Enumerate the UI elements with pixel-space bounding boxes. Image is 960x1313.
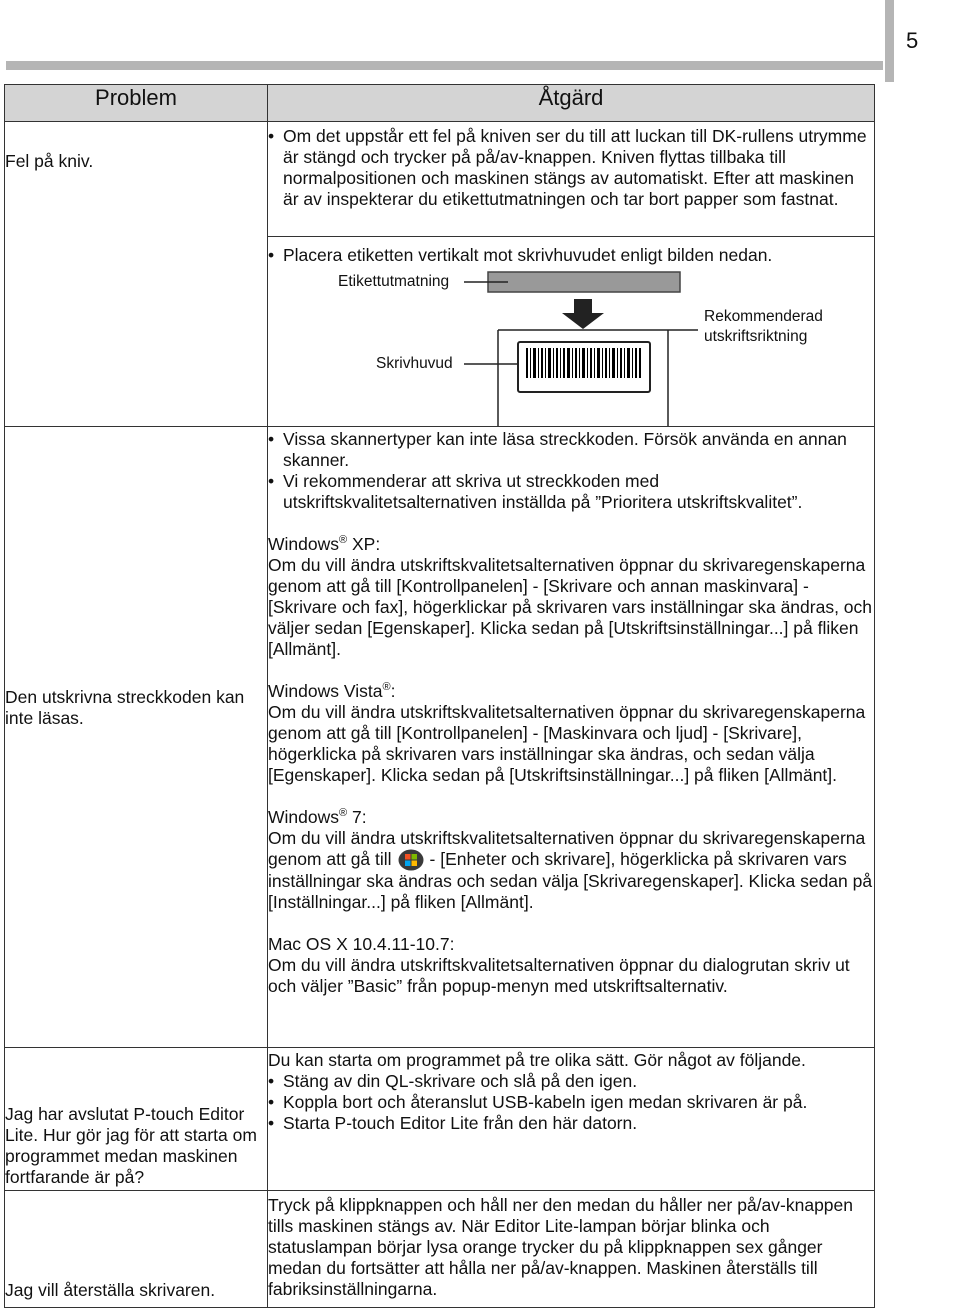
intro-text: Du kan starta om programmet på tre olika sätt. Gör något av följande. (268, 1050, 806, 1070)
table-row (5, 1191, 875, 1308)
list-item: • Placera etiketten vertikalt mot skrivhuvudet enligt bilden nedan. (268, 245, 874, 266)
problem-text: Fel på kniv. (5, 151, 94, 172)
registered-mark: ® (339, 807, 348, 819)
section-text: Om du vill ändra utskriftskvalitetsalternativen öppnar du dialogrutan skriv ut och väljer ”Basic” från popup-menyn med utskriftsalternativ. (268, 955, 850, 997)
down-arrow-icon (562, 313, 604, 329)
problem-cell (5, 237, 268, 427)
list-item: • Vi rekommenderar att skriva ut streckkoden med utskriftskvalitetsalternativen inställda på ”Prioritera utskriftskvalitet”. (268, 471, 874, 513)
table-row (5, 1048, 875, 1191)
header-rule (6, 61, 883, 70)
action-cell (268, 427, 875, 1048)
print-direction-caption-2: utskriftsriktning (704, 328, 808, 345)
table-header-row (5, 85, 875, 122)
windows-vista-section (268, 681, 874, 786)
problem-cell (5, 1191, 268, 1308)
section-title: Windows Vista (268, 681, 383, 701)
section-text: Om du vill ändra utskriftskvalitetsalternativen öppnar du skrivaregenskaperna genom att gå till [Kontrollpanelen] - [Maskinvara och ljud] - [Skrivare], högerklicka på skrivaren vars inställningar ska ändras, och sedan välja [Egenskaper]. Klicka sedan på [Utskriftsinställningar...] på fliken [Allmänt]. (268, 702, 866, 785)
section-title: Windows (268, 534, 339, 554)
windows-7-section (268, 807, 874, 913)
mac-section (268, 934, 874, 997)
section-text: Om du vill ändra utskriftskvalitetsalternativen öppnar du skrivaregenskaperna genom att gå till [Kontrollpanelen] - [Skrivare och annan maskinvara] - [Skrivare och fax], högerklickar på skrivaren vars inställningar ska ändras, och väljer sedan [Egenskaper]. Klicka sedan på [Utskriftsinställningar...] på fliken [Allmänt]. (268, 555, 873, 659)
action-cell (268, 237, 875, 427)
windows-start-icon (398, 849, 424, 871)
section-text-part: Om du vill ändra utskriftskvalitetsalternativen öppnar du skrivaregenskaperna genom att gå till (268, 828, 866, 869)
table-row (5, 122, 875, 237)
action-cell (268, 122, 875, 237)
problem-text: Jag vill återställa skrivaren. (5, 1280, 216, 1300)
label-orientation-diagram (268, 266, 874, 426)
header-problem: Problem (5, 85, 268, 122)
section-text (268, 828, 874, 913)
section-title-suffix: : (390, 681, 396, 701)
action-list (268, 429, 874, 513)
action-cell (268, 1191, 875, 1308)
page-number: 5 (906, 28, 919, 53)
troubleshooting-table (4, 84, 875, 1308)
action-text: Tryck på klippknappen och håll ner den medan du håller ner på/av-knappen tills maskinen stängs av. När Editor Lite-lampan börjar blinka och statuslampan börjar lysa orange trycker du på klippknappen sex gånger medan du fortsätter att hålla ner på/av-knappen. Maskinen återställs till fabriksinställningarna. (268, 1195, 854, 1299)
section-title-suffix: XP: (347, 534, 381, 554)
list-item: • Vissa skannertyper kan inte läsa streckkoden. Försök använda en annan skanner. (268, 429, 874, 471)
problem-cell (5, 1048, 268, 1191)
list-item: • Stäng av din QL-skrivare och slå på den igen. (268, 1071, 874, 1092)
table-row (5, 427, 875, 1048)
page-tab-rule (885, 0, 894, 82)
windows-xp-section (268, 534, 874, 660)
action-list (268, 245, 874, 266)
print-direction-caption-1: Rekommenderad (704, 308, 823, 325)
list-item: • Om det uppstår ett fel på kniven ser du till att luckan till DK-rullens utrymme är stängd och trycker på på/av-knappen. Kniven flyttas tillbaka till normalpositionen och maskinen stängs av automatiskt. Efter att maskinen är av inspekterar du etikettutmatningen och tar bort papper som fastnat. (268, 126, 874, 210)
print-head-caption: Skrivhuvud (376, 355, 453, 372)
section-text-part: - [Enheter och skrivare], högerklicka på skrivaren vars inställningar ska ändras och sedan välja [Skrivaregenskaper]. Klicka sedan på [Inställningar...] på fliken [Allmänt]. (268, 849, 873, 913)
section-title: Mac OS X 10.4.11-10.7: (268, 934, 455, 955)
problem-text: Den utskrivna streckkoden kan inte läsas. (5, 687, 245, 728)
table-row (5, 237, 875, 427)
registered-mark: ® (339, 534, 348, 546)
arrow-shaft (574, 299, 592, 313)
header-action: Åtgärd (268, 85, 875, 122)
action-cell (268, 1048, 875, 1191)
problem-text: Jag har avslutat P-touch Editor Lite. Hur gör jag för att starta om programmet medan maskinen fortfarande är på? (5, 1104, 257, 1187)
action-list (268, 1071, 874, 1134)
label-output-caption: Etikettutmatning (338, 273, 450, 290)
section-title: Windows (268, 807, 339, 827)
list-item: • Starta P-touch Editor Lite från den här datorn. (268, 1113, 874, 1134)
problem-cell (5, 427, 268, 1048)
registered-mark: ® (382, 681, 391, 693)
label-output-slot (488, 272, 680, 292)
problem-cell (5, 122, 268, 237)
list-item: • Koppla bort och återanslut USB-kabeln igen medan skrivaren är på. (268, 1092, 874, 1113)
section-title-suffix: 7: (347, 807, 367, 827)
action-list (268, 126, 874, 210)
